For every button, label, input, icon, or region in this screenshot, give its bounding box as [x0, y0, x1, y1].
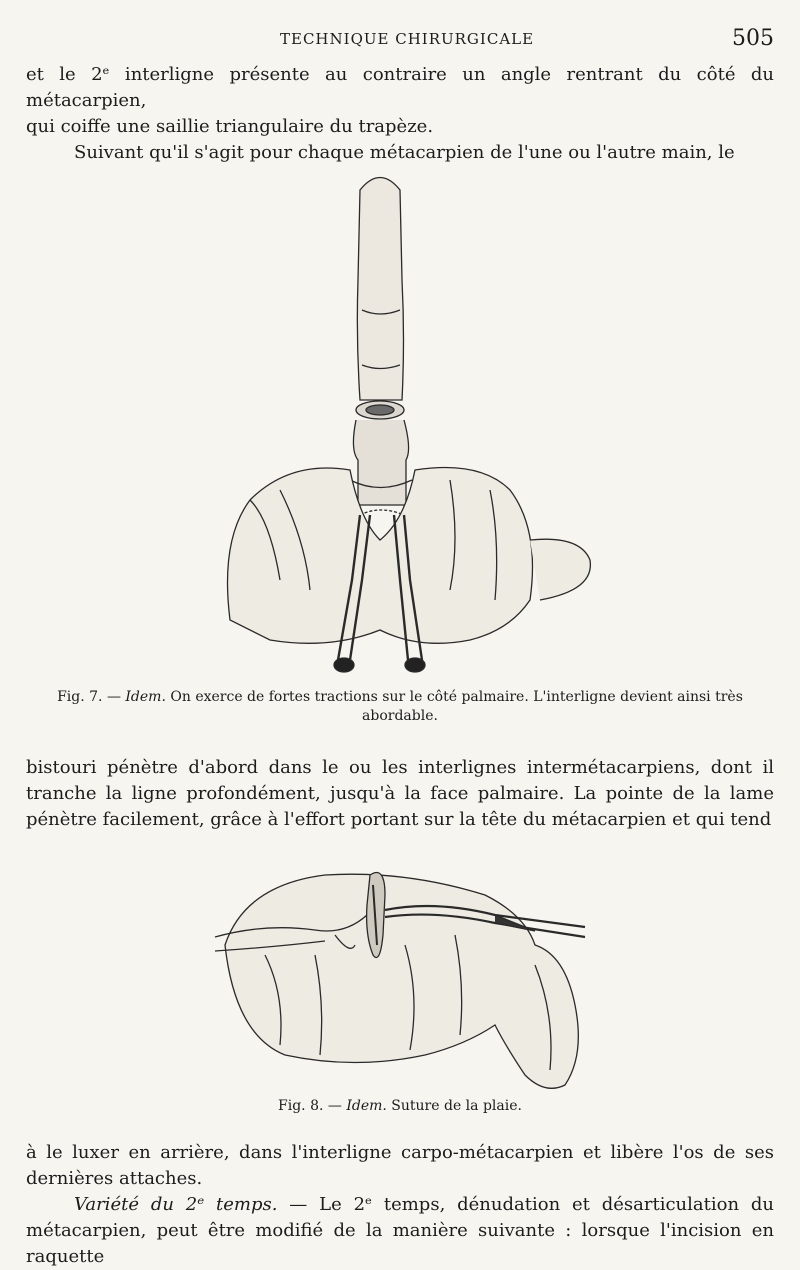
figure-8-illustration	[205, 855, 605, 1095]
text-block-middle	[26, 755, 774, 833]
paragraph-3: bistouri pénètre d'abord dans le ou les interlignes intermétacarpiens, dont il tranche la ligne profondément, jusqu'à la face palmaire. La pointe de la lame pénètre facilement, grâce à l'effort portant sur la tête du métacarpien et qui tend	[26, 757, 774, 830]
figure-8-caption-idem: Idem.	[346, 1098, 387, 1114]
figure-8-caption	[40, 1097, 760, 1116]
figure-8-caption-text: Suture de la plaie.	[386, 1098, 522, 1114]
running-title: TECHNIQUE CHIRURGICALE	[280, 30, 535, 48]
running-header	[0, 26, 800, 56]
page-number: 505	[732, 26, 774, 51]
text-block-top	[26, 62, 774, 166]
paragraph-2: Suivant qu'il s'agit pour chaque métacarpien de l'une ou l'autre main, le	[74, 142, 735, 163]
paragraph-4: à le luxer en arrière, dans l'interligne carpo-métacarpien et libère l'os de ses dernières attaches.	[26, 1142, 774, 1189]
figure-7-illustration	[210, 160, 630, 680]
figure-7-caption	[40, 688, 760, 726]
figure-8-caption-prefix: Fig. 8. —	[278, 1098, 347, 1114]
figure-7-caption-text: On exerce de fortes tractions sur le côté palmaire. L'interligne devient ainsi très abordable.	[165, 689, 743, 724]
variety-heading: Variété du 2ᵉ temps.	[74, 1194, 278, 1215]
paragraph-1-line-2: qui coiffe une saillie triangulaire du trapèze.	[26, 116, 434, 137]
paragraph-1-line-1: et le 2ᵉ interligne présente au contraire un angle rentrant du côté du métacarpien,	[26, 64, 774, 111]
paragraph-5-text: — Le 2ᵉ temps, dénudation et désarticulation du métacarpien, peut être modifié de la manière suivante : lorsque l'incision en raquette	[26, 1194, 774, 1267]
paragraph-5	[26, 1192, 774, 1270]
figure-7-caption-idem: Idem.	[125, 689, 166, 705]
text-block-bottom	[26, 1140, 774, 1270]
figure-7-caption-prefix: Fig. 7. —	[57, 689, 126, 705]
